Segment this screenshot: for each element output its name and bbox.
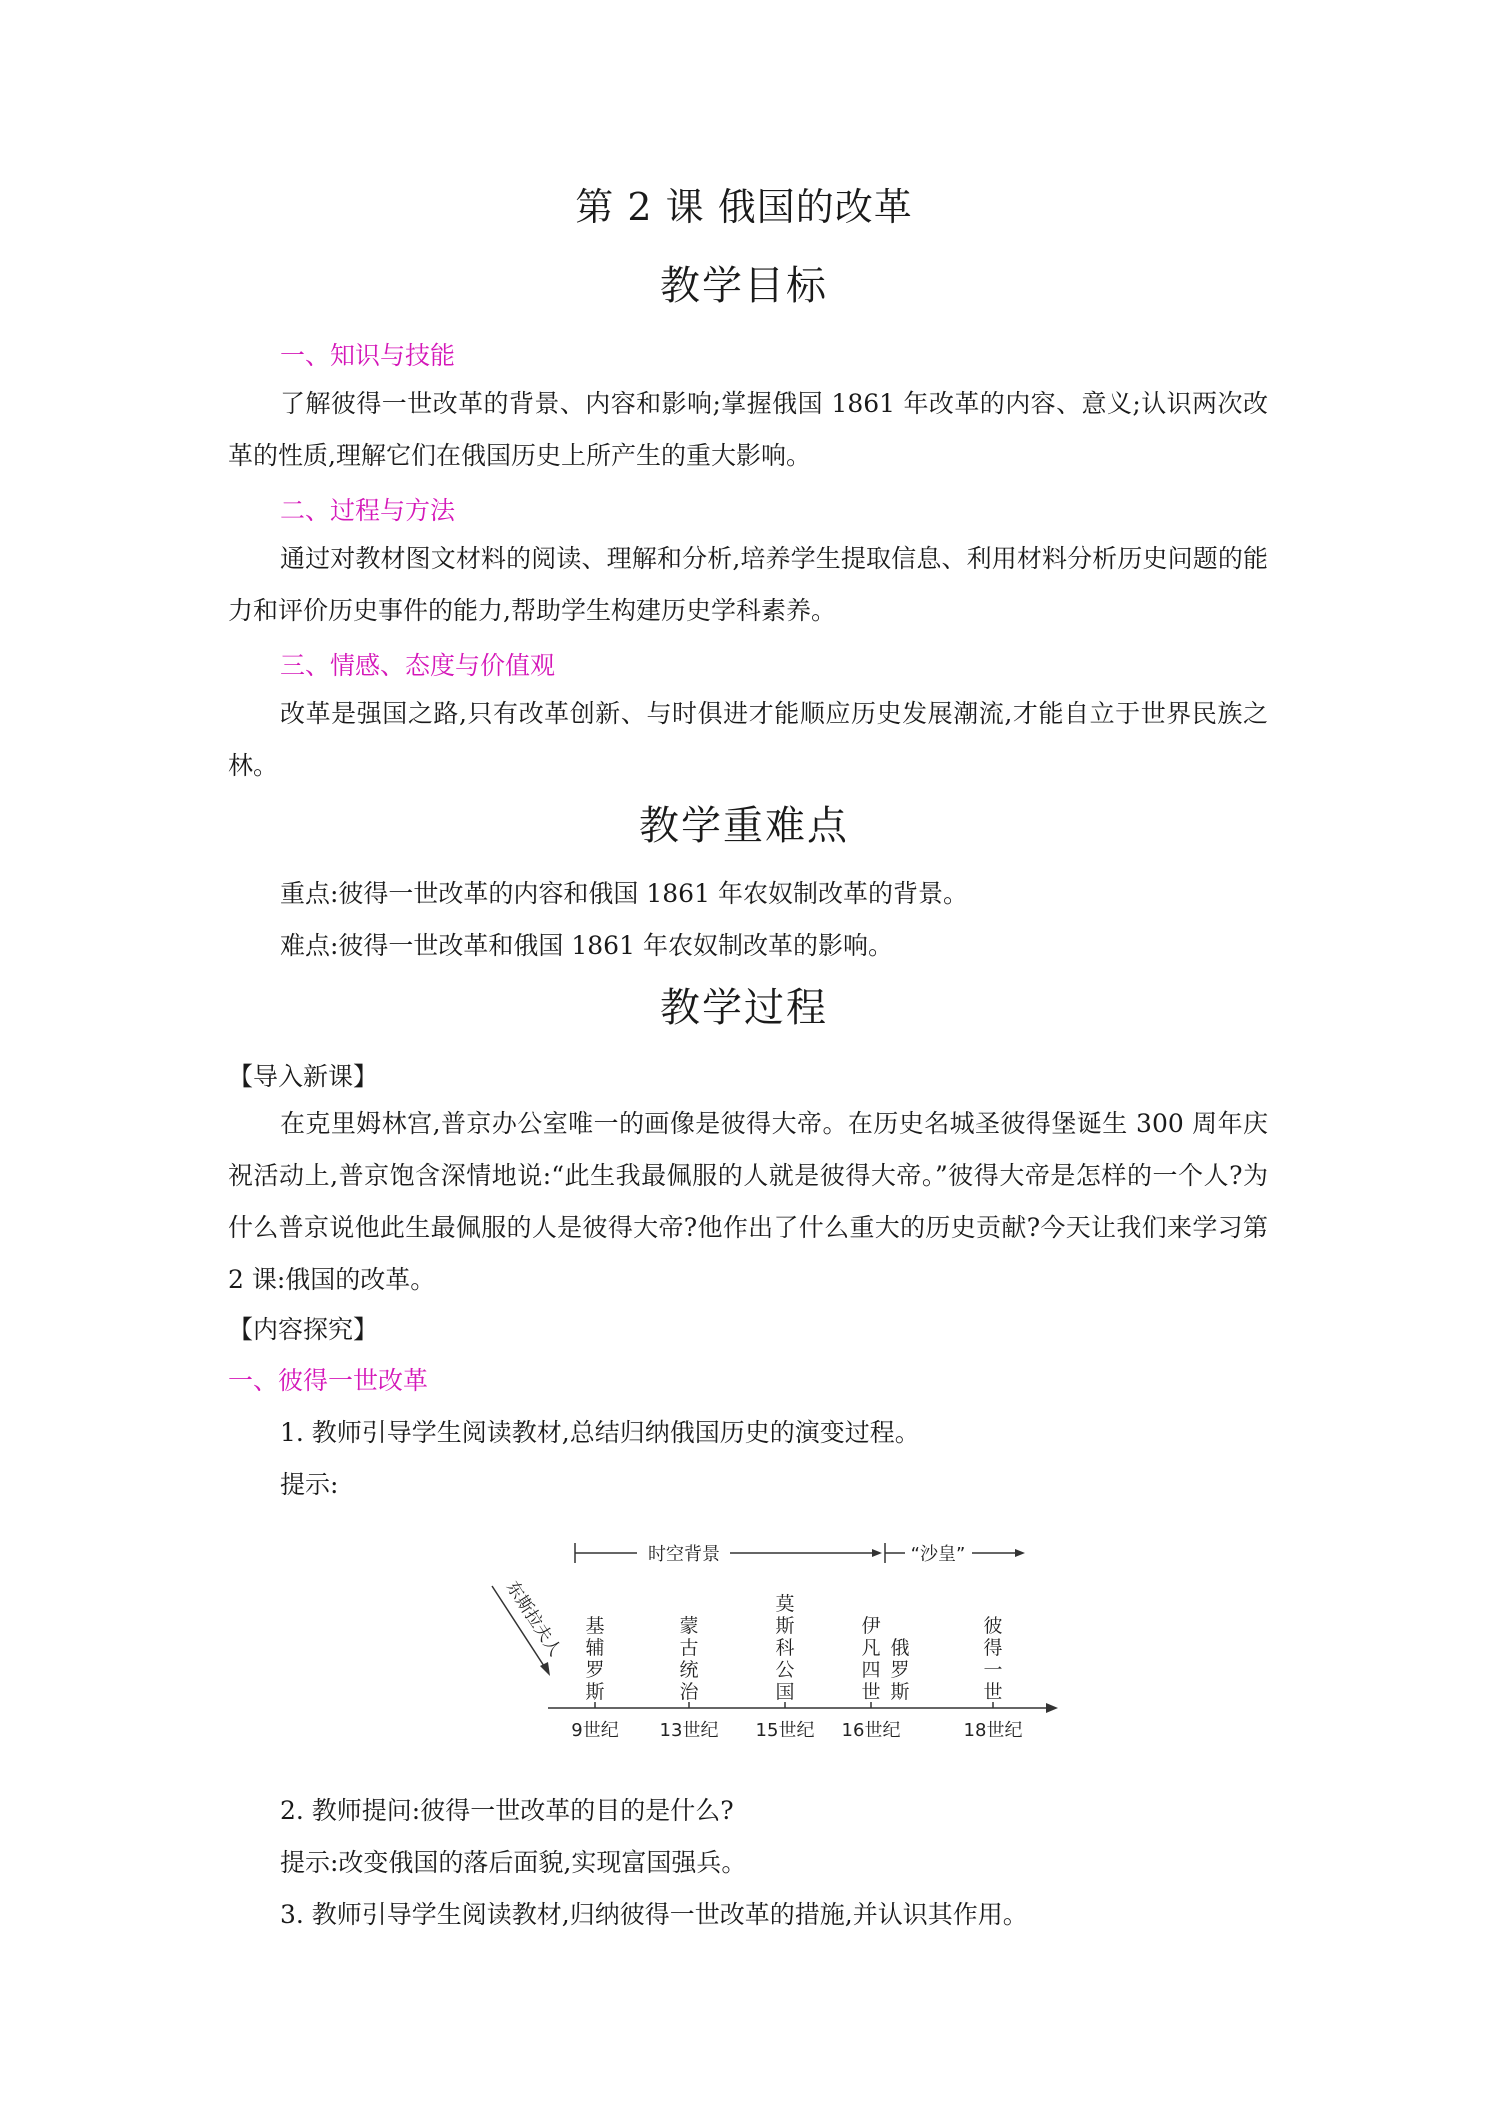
part1-label: 一、彼得一世改革	[228, 1366, 429, 1395]
timeline-century-3: 16世纪	[841, 1720, 901, 1741]
span-label-tsar: “沙皇”	[910, 1544, 966, 1565]
lesson-title: 第 2 课 俄国的改革	[575, 185, 913, 229]
goal-3-label: 三、情感、态度与价值观	[280, 651, 556, 680]
goal-2-text: 通过对教材图文材料的阅读、理解和分析,培养学生提取信息、利用材料分析历史问题的能力和评价历史事件的能力,帮助学生构建历史学科素养。	[228, 544, 1268, 625]
difficulty-text: 难点:彼得一世改革和俄国 1861 年农奴制改革的影响。	[280, 931, 893, 960]
focus-text: 重点:彼得一世改革的内容和俄国 1861 年农奴制改革的背景。	[280, 879, 968, 908]
timeline-event-5: 彼得一世	[983, 1615, 1003, 1703]
goals-heading: 教学目标	[660, 263, 828, 309]
process-heading: 教学过程	[660, 985, 828, 1031]
goal-3-text: 改革是强国之路,只有改革创新、与时俱进才能顺应历史发展潮流,才能自立于世界民族之林。	[228, 699, 1268, 780]
goal-1-text: 了解彼得一世改革的背景、内容和影响;掌握俄国 1861 年改革的内容、意义;认识两次改革的性质,理解它们在俄国历史上所产生的重大影响。	[228, 389, 1268, 470]
explore-label: 【内容探究】	[228, 1315, 379, 1344]
timeline-century-0: 9世纪	[571, 1720, 619, 1741]
span-label-background: 时空背景	[648, 1544, 720, 1565]
timeline-event-1: 蒙古统治	[679, 1615, 699, 1703]
slanted-label: 东斯拉夫人	[501, 1577, 565, 1661]
timeline-century-1: 13世纪	[659, 1720, 719, 1741]
step2-hint: 提示:改变俄国的落后面貌,实现富国强兵。	[280, 1848, 747, 1877]
timeline-century-2: 15世纪	[755, 1720, 815, 1741]
goal-1-label: 一、知识与技能	[280, 341, 456, 370]
timeline-century-5: 18世纪	[963, 1720, 1023, 1741]
goal-2-label: 二、过程与方法	[280, 496, 456, 525]
timeline-event-0: 基辅罗斯	[585, 1615, 605, 1703]
timeline-event-2: 莫斯科公国	[775, 1593, 795, 1703]
step1-text: 1. 教师引导学生阅读教材,总结归纳俄国历史的演变过程。	[280, 1418, 920, 1447]
step3-text: 3. 教师引导学生阅读教材,归纳彼得一世改革的措施,并认识其作用。	[280, 1900, 1028, 1929]
hint-label: 提示:	[280, 1470, 339, 1499]
timeline-event-4: 俄罗斯	[890, 1637, 910, 1703]
timeline-event-3: 伊凡四世	[861, 1615, 881, 1703]
step2-text: 2. 教师提问:彼得一世改革的目的是什么?	[280, 1796, 734, 1825]
intro-text: 在克里姆林宫,普京办公室唯一的画像是彼得大帝。在历史名城圣彼得堡诞生 300 周年庆祝活动上,普京饱含深情地说:“此生我最佩服的人就是彼得大帝。”彼得大帝是怎样的一个人?为什么普京说他此生最佩服的人是彼得大帝?他作出了什么重大的历史贡献?今天让我们来学习第 2 课:俄国的改革。	[228, 1109, 1268, 1294]
russia-history-timeline	[480, 1518, 1080, 1768]
intro-label: 【导入新课】	[228, 1062, 379, 1091]
keypoints-heading: 教学重难点	[639, 803, 849, 849]
